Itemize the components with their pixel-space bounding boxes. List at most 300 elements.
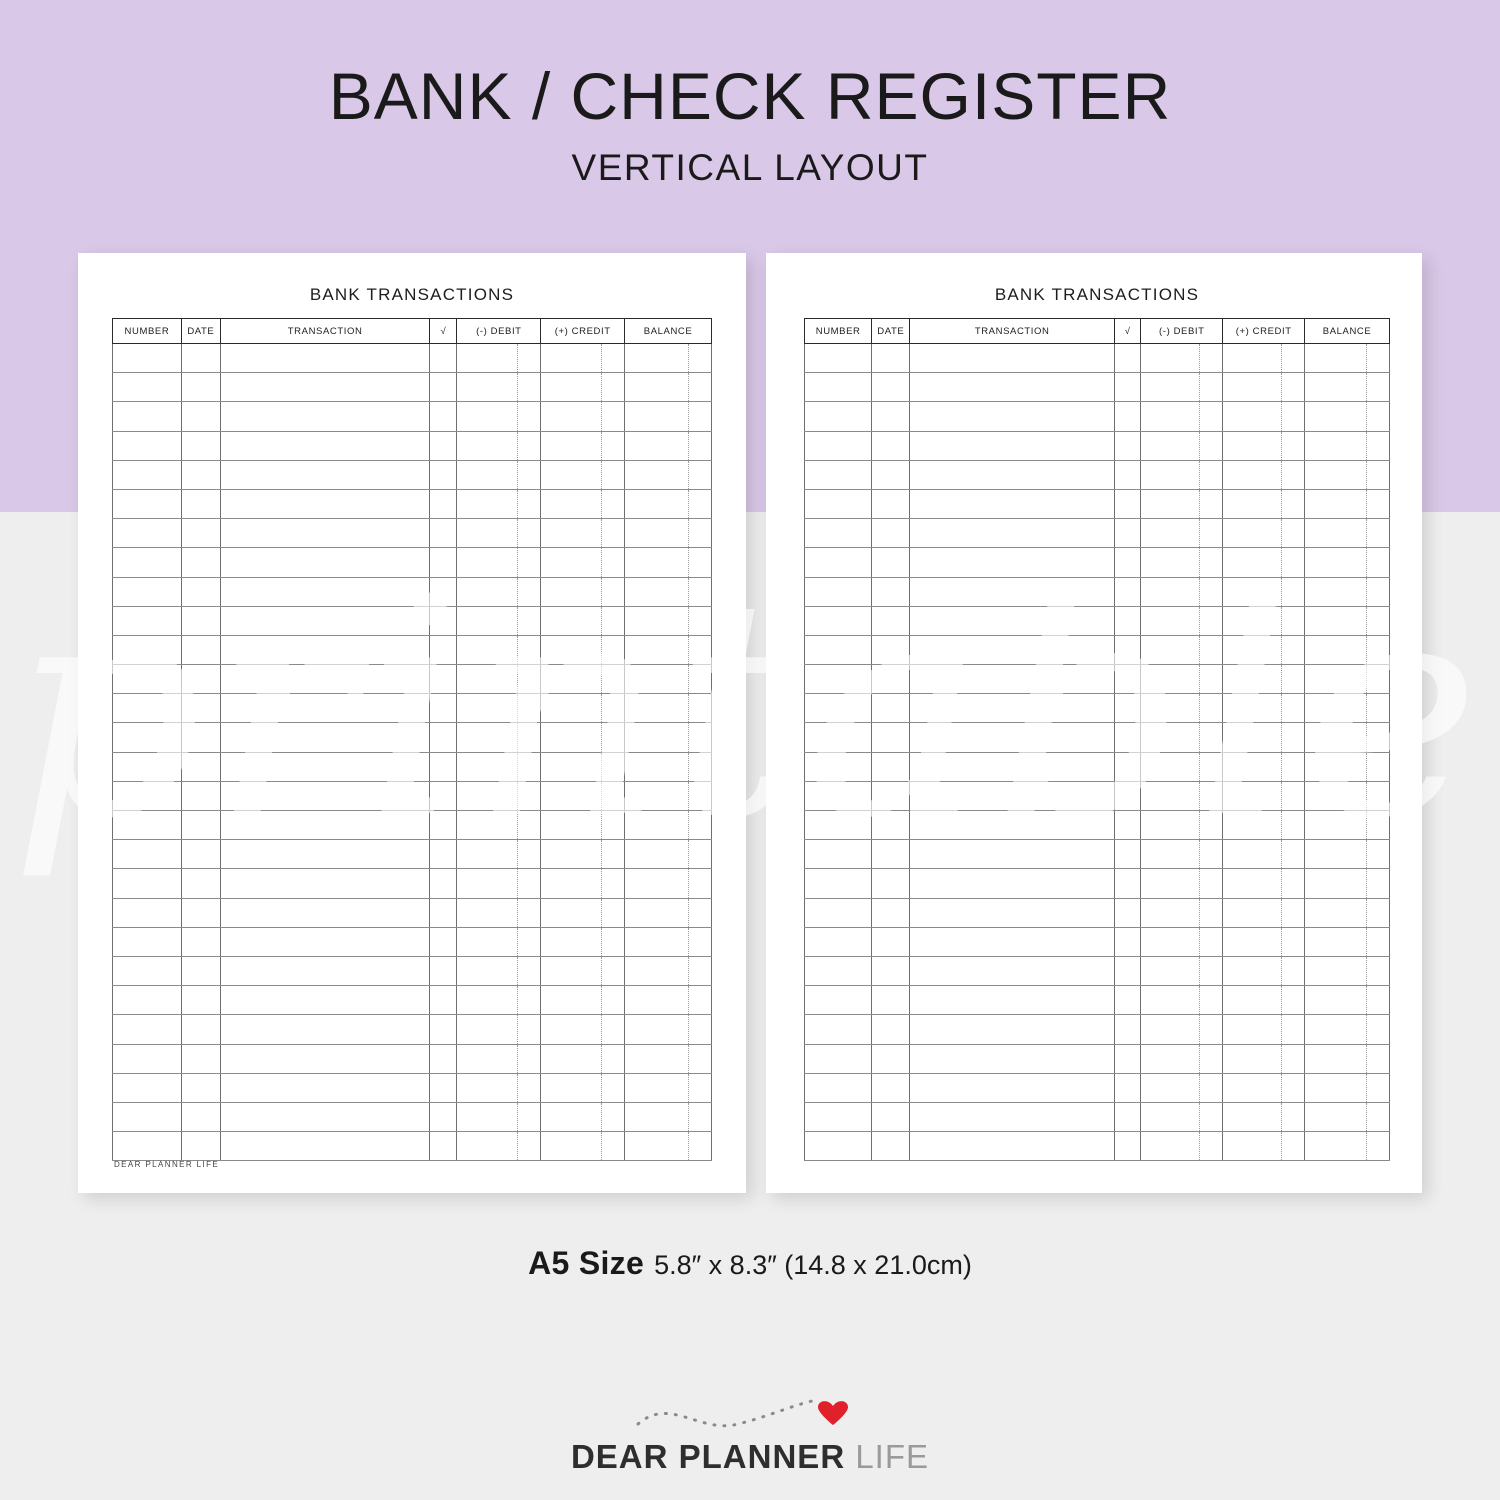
table-row[interactable] [805,373,1390,402]
cell-debit[interactable] [1141,869,1223,898]
cell-transaction[interactable] [910,927,1115,956]
cell-balance[interactable] [1305,752,1390,781]
cell-check[interactable] [430,373,457,402]
cell-credit[interactable] [1223,869,1305,898]
cell-number[interactable] [805,986,872,1015]
cell-balance[interactable] [625,1102,712,1131]
cell-number[interactable] [805,1132,872,1161]
cell-check[interactable] [430,577,457,606]
cell-check[interactable] [1115,1044,1141,1073]
cell-debit[interactable] [1141,548,1223,577]
cell-debit[interactable] [1141,840,1223,869]
cell-check[interactable] [430,460,457,489]
cell-date[interactable] [181,694,220,723]
cell-number[interactable] [805,665,872,694]
cell-balance[interactable] [1305,548,1390,577]
cell-debit[interactable] [1141,519,1223,548]
cell-check[interactable] [1115,402,1141,431]
cell-number[interactable] [113,840,182,869]
cell-credit[interactable] [1223,373,1305,402]
cell-number[interactable] [805,344,872,373]
cell-number[interactable] [805,840,872,869]
cell-number[interactable] [113,344,182,373]
table-row[interactable] [805,402,1390,431]
cell-date[interactable] [181,898,220,927]
cell-number[interactable] [113,869,182,898]
cell-check[interactable] [1115,344,1141,373]
cell-credit[interactable] [1223,723,1305,752]
cell-check[interactable] [1115,373,1141,402]
cell-debit[interactable] [1141,1044,1223,1073]
cell-credit[interactable] [541,811,625,840]
cell-transaction[interactable] [910,956,1115,985]
cell-date[interactable] [181,519,220,548]
cell-check[interactable] [1115,840,1141,869]
table-row[interactable] [113,460,712,489]
cell-number[interactable] [805,811,872,840]
cell-credit[interactable] [1223,898,1305,927]
cell-transaction[interactable] [910,635,1115,664]
table-row[interactable] [113,1015,712,1044]
cell-credit[interactable] [1223,927,1305,956]
cell-check[interactable] [430,781,457,810]
cell-transaction[interactable] [220,898,430,927]
cell-credit[interactable] [1223,460,1305,489]
cell-debit[interactable] [1141,1102,1223,1131]
cell-balance[interactable] [1305,723,1390,752]
cell-balance[interactable] [625,577,712,606]
cell-number[interactable] [113,811,182,840]
cell-debit[interactable] [457,460,541,489]
cell-debit[interactable] [457,665,541,694]
cell-check[interactable] [430,1044,457,1073]
cell-number[interactable] [805,694,872,723]
cell-check[interactable] [430,606,457,635]
cell-transaction[interactable] [220,665,430,694]
cell-credit[interactable] [1223,956,1305,985]
cell-balance[interactable] [625,811,712,840]
cell-transaction[interactable] [220,1102,430,1131]
cell-date[interactable] [181,811,220,840]
cell-number[interactable] [805,1044,872,1073]
cell-check[interactable] [430,635,457,664]
cell-date[interactable] [872,577,910,606]
cell-date[interactable] [872,431,910,460]
cell-debit[interactable] [1141,635,1223,664]
cell-balance[interactable] [625,1132,712,1161]
table-row[interactable] [113,956,712,985]
cell-date[interactable] [181,956,220,985]
cell-balance[interactable] [1305,694,1390,723]
cell-check[interactable] [430,489,457,518]
cell-check[interactable] [1115,723,1141,752]
cell-debit[interactable] [457,694,541,723]
cell-credit[interactable] [541,665,625,694]
cell-date[interactable] [872,723,910,752]
cell-debit[interactable] [1141,577,1223,606]
cell-credit[interactable] [541,606,625,635]
cell-credit[interactable] [541,1015,625,1044]
cell-transaction[interactable] [910,1102,1115,1131]
cell-debit[interactable] [457,986,541,1015]
cell-transaction[interactable] [910,1044,1115,1073]
cell-transaction[interactable] [220,723,430,752]
cell-number[interactable] [113,694,182,723]
table-row[interactable] [113,723,712,752]
cell-number[interactable] [113,402,182,431]
cell-date[interactable] [181,1015,220,1044]
cell-debit[interactable] [1141,898,1223,927]
cell-debit[interactable] [457,1102,541,1131]
cell-number[interactable] [805,373,872,402]
cell-check[interactable] [430,1015,457,1044]
cell-credit[interactable] [1223,489,1305,518]
cell-check[interactable] [1115,1102,1141,1131]
cell-transaction[interactable] [220,519,430,548]
cell-check[interactable] [1115,519,1141,548]
cell-transaction[interactable] [220,577,430,606]
cell-credit[interactable] [1223,577,1305,606]
cell-debit[interactable] [1141,606,1223,635]
cell-debit[interactable] [457,752,541,781]
cell-debit[interactable] [457,402,541,431]
cell-debit[interactable] [457,811,541,840]
cell-credit[interactable] [1223,986,1305,1015]
cell-date[interactable] [181,1132,220,1161]
cell-balance[interactable] [1305,1073,1390,1102]
cell-transaction[interactable] [910,723,1115,752]
cell-balance[interactable] [1305,869,1390,898]
cell-date[interactable] [181,752,220,781]
cell-debit[interactable] [457,1015,541,1044]
table-row[interactable] [805,606,1390,635]
cell-number[interactable] [113,781,182,810]
table-row[interactable] [805,431,1390,460]
table-row[interactable] [805,811,1390,840]
cell-balance[interactable] [1305,1132,1390,1161]
cell-date[interactable] [872,1132,910,1161]
cell-date[interactable] [872,956,910,985]
cell-balance[interactable] [1305,577,1390,606]
cell-date[interactable] [181,1044,220,1073]
cell-balance[interactable] [1305,519,1390,548]
cell-transaction[interactable] [220,781,430,810]
cell-number[interactable] [805,431,872,460]
cell-debit[interactable] [457,489,541,518]
cell-credit[interactable] [1223,1044,1305,1073]
cell-check[interactable] [1115,606,1141,635]
cell-check[interactable] [430,548,457,577]
cell-number[interactable] [805,519,872,548]
cell-debit[interactable] [1141,1132,1223,1161]
cell-date[interactable] [872,840,910,869]
table-row[interactable] [113,694,712,723]
cell-number[interactable] [113,460,182,489]
cell-transaction[interactable] [220,548,430,577]
cell-debit[interactable] [1141,344,1223,373]
cell-check[interactable] [1115,460,1141,489]
cell-balance[interactable] [625,956,712,985]
table-row[interactable] [805,1102,1390,1131]
cell-credit[interactable] [1223,665,1305,694]
cell-number[interactable] [113,635,182,664]
cell-check[interactable] [430,869,457,898]
cell-debit[interactable] [457,344,541,373]
cell-debit[interactable] [457,606,541,635]
cell-number[interactable] [113,752,182,781]
cell-credit[interactable] [1223,840,1305,869]
cell-date[interactable] [872,1015,910,1044]
cell-transaction[interactable] [220,606,430,635]
cell-balance[interactable] [1305,402,1390,431]
cell-date[interactable] [181,606,220,635]
cell-debit[interactable] [457,956,541,985]
table-row[interactable] [113,635,712,664]
cell-transaction[interactable] [910,1073,1115,1102]
table-row[interactable] [113,1073,712,1102]
table-row[interactable] [805,869,1390,898]
cell-date[interactable] [872,752,910,781]
cell-credit[interactable] [1223,781,1305,810]
cell-date[interactable] [872,811,910,840]
cell-date[interactable] [181,840,220,869]
cell-debit[interactable] [457,1073,541,1102]
cell-debit[interactable] [1141,694,1223,723]
cell-date[interactable] [872,373,910,402]
cell-balance[interactable] [625,1015,712,1044]
cell-transaction[interactable] [910,489,1115,518]
table-row[interactable] [113,1132,712,1161]
cell-date[interactable] [872,869,910,898]
cell-transaction[interactable] [910,373,1115,402]
cell-transaction[interactable] [910,606,1115,635]
cell-number[interactable] [113,723,182,752]
cell-check[interactable] [1115,1015,1141,1044]
cell-debit[interactable] [1141,460,1223,489]
cell-date[interactable] [872,519,910,548]
cell-debit[interactable] [1141,723,1223,752]
table-row[interactable] [805,489,1390,518]
cell-check[interactable] [1115,956,1141,985]
cell-date[interactable] [181,1073,220,1102]
cell-number[interactable] [113,489,182,518]
cell-debit[interactable] [457,431,541,460]
cell-credit[interactable] [1223,635,1305,664]
cell-check[interactable] [1115,811,1141,840]
cell-transaction[interactable] [220,811,430,840]
cell-transaction[interactable] [910,460,1115,489]
cell-transaction[interactable] [910,402,1115,431]
cell-transaction[interactable] [910,344,1115,373]
cell-credit[interactable] [541,840,625,869]
cell-number[interactable] [113,1015,182,1044]
cell-transaction[interactable] [220,635,430,664]
table-row[interactable] [113,373,712,402]
table-row[interactable] [113,1102,712,1131]
cell-balance[interactable] [625,635,712,664]
cell-date[interactable] [181,577,220,606]
cell-balance[interactable] [1305,811,1390,840]
cell-balance[interactable] [1305,986,1390,1015]
cell-balance[interactable] [625,986,712,1015]
cell-transaction[interactable] [910,840,1115,869]
cell-check[interactable] [430,956,457,985]
cell-credit[interactable] [1223,548,1305,577]
cell-credit[interactable] [541,635,625,664]
cell-number[interactable] [113,1132,182,1161]
cell-number[interactable] [805,723,872,752]
cell-number[interactable] [113,956,182,985]
cell-debit[interactable] [457,898,541,927]
cell-number[interactable] [805,1015,872,1044]
table-row[interactable] [113,489,712,518]
cell-check[interactable] [1115,1132,1141,1161]
table-row[interactable] [113,402,712,431]
cell-number[interactable] [805,635,872,664]
cell-credit[interactable] [541,1132,625,1161]
cell-transaction[interactable] [220,869,430,898]
cell-credit[interactable] [541,956,625,985]
table-row[interactable] [113,1044,712,1073]
cell-date[interactable] [872,606,910,635]
cell-check[interactable] [430,752,457,781]
cell-number[interactable] [113,548,182,577]
cell-credit[interactable] [541,986,625,1015]
cell-credit[interactable] [1223,1015,1305,1044]
cell-transaction[interactable] [910,811,1115,840]
cell-date[interactable] [181,460,220,489]
table-row[interactable] [113,840,712,869]
cell-number[interactable] [113,898,182,927]
table-row[interactable] [113,781,712,810]
cell-balance[interactable] [625,665,712,694]
cell-balance[interactable] [1305,460,1390,489]
table-row[interactable] [805,840,1390,869]
table-row[interactable] [805,577,1390,606]
cell-date[interactable] [181,1102,220,1131]
table-row[interactable] [805,460,1390,489]
table-row[interactable] [805,927,1390,956]
cell-credit[interactable] [541,694,625,723]
cell-balance[interactable] [625,752,712,781]
cell-balance[interactable] [1305,665,1390,694]
cell-debit[interactable] [457,840,541,869]
cell-debit[interactable] [457,1044,541,1073]
cell-check[interactable] [1115,869,1141,898]
table-row[interactable] [805,781,1390,810]
table-row[interactable] [113,869,712,898]
cell-transaction[interactable] [220,752,430,781]
cell-balance[interactable] [1305,927,1390,956]
cell-transaction[interactable] [220,489,430,518]
cell-balance[interactable] [625,1044,712,1073]
cell-check[interactable] [430,344,457,373]
cell-credit[interactable] [541,519,625,548]
cell-check[interactable] [430,811,457,840]
cell-balance[interactable] [1305,635,1390,664]
cell-number[interactable] [113,1044,182,1073]
cell-transaction[interactable] [220,694,430,723]
cell-transaction[interactable] [220,956,430,985]
cell-number[interactable] [113,373,182,402]
cell-check[interactable] [430,694,457,723]
cell-credit[interactable] [1223,606,1305,635]
cell-credit[interactable] [1223,1073,1305,1102]
cell-check[interactable] [430,402,457,431]
table-row[interactable] [113,548,712,577]
cell-date[interactable] [872,665,910,694]
cell-date[interactable] [872,694,910,723]
cell-credit[interactable] [541,373,625,402]
cell-check[interactable] [1115,577,1141,606]
table-row[interactable] [805,1073,1390,1102]
cell-transaction[interactable] [910,869,1115,898]
cell-transaction[interactable] [220,927,430,956]
cell-check[interactable] [430,1073,457,1102]
cell-date[interactable] [872,781,910,810]
table-row[interactable] [805,898,1390,927]
cell-credit[interactable] [541,869,625,898]
cell-date[interactable] [181,869,220,898]
cell-number[interactable] [113,431,182,460]
cell-balance[interactable] [1305,1102,1390,1131]
cell-number[interactable] [113,927,182,956]
cell-balance[interactable] [625,723,712,752]
cell-debit[interactable] [1141,781,1223,810]
cell-credit[interactable] [1223,694,1305,723]
table-row[interactable] [113,927,712,956]
cell-balance[interactable] [625,694,712,723]
cell-transaction[interactable] [220,986,430,1015]
cell-transaction[interactable] [910,548,1115,577]
cell-balance[interactable] [625,869,712,898]
table-row[interactable] [113,665,712,694]
cell-date[interactable] [872,898,910,927]
cell-check[interactable] [430,1132,457,1161]
cell-balance[interactable] [625,927,712,956]
cell-number[interactable] [113,577,182,606]
table-row[interactable] [113,752,712,781]
cell-transaction[interactable] [910,519,1115,548]
cell-date[interactable] [872,1073,910,1102]
cell-balance[interactable] [1305,840,1390,869]
cell-transaction[interactable] [910,577,1115,606]
cell-check[interactable] [1115,694,1141,723]
cell-transaction[interactable] [910,665,1115,694]
cell-transaction[interactable] [220,1073,430,1102]
cell-credit[interactable] [541,752,625,781]
cell-check[interactable] [1115,752,1141,781]
cell-balance[interactable] [1305,431,1390,460]
cell-check[interactable] [1115,635,1141,664]
cell-date[interactable] [872,1102,910,1131]
table-row[interactable] [113,811,712,840]
cell-credit[interactable] [541,402,625,431]
cell-debit[interactable] [1141,373,1223,402]
cell-credit[interactable] [541,927,625,956]
cell-balance[interactable] [1305,344,1390,373]
cell-date[interactable] [181,665,220,694]
cell-credit[interactable] [541,1102,625,1131]
cell-transaction[interactable] [910,1015,1115,1044]
cell-transaction[interactable] [220,373,430,402]
table-row[interactable] [805,548,1390,577]
cell-balance[interactable] [1305,606,1390,635]
cell-date[interactable] [181,635,220,664]
cell-credit[interactable] [1223,431,1305,460]
table-row[interactable] [113,898,712,927]
table-row[interactable] [805,1044,1390,1073]
